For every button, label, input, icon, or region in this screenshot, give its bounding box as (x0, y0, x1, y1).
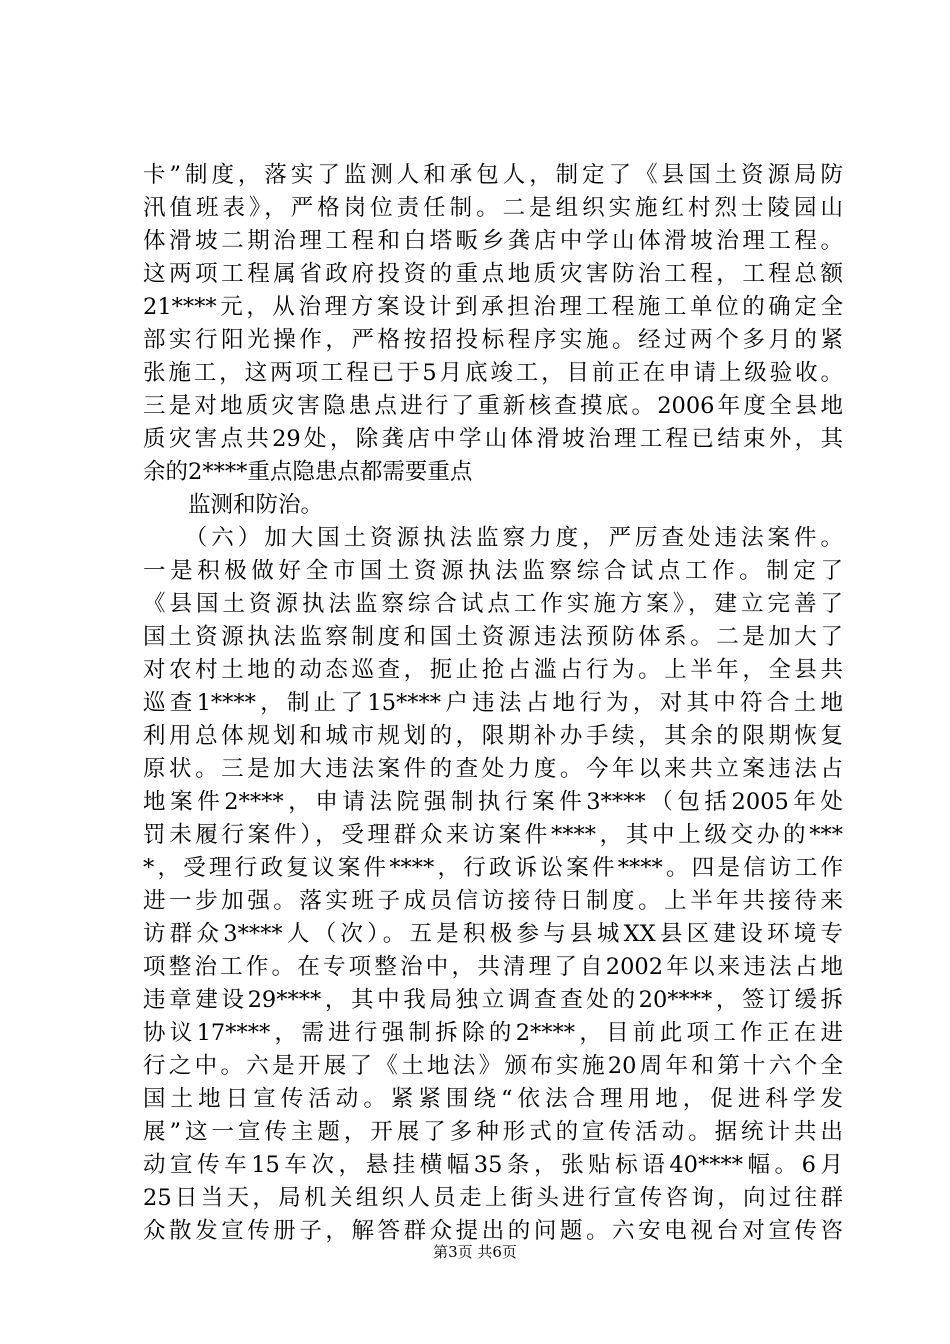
text-line: 进一步加强。落实班子成员信访接待日制度。上半年共接待来 (143, 888, 843, 914)
text-line: 对农村土地的动态巡查，扼止抢占滥占行为。上半年，全县共 (143, 657, 843, 683)
text-line: 地案件2****，申请法院强制执行案件3****（包括2005年处 (143, 789, 843, 815)
text-line: 一是积极做好全市国土资源执法监察综合试点工作。制定了 (143, 558, 843, 584)
text-line: 展”这一宣传主题，开展了多种形式的宣传活动。据统计共出 (143, 1119, 843, 1145)
text-line: 国土地日宣传活动。紧紧围绕“依法合理用地，促进科学发 (143, 1086, 843, 1112)
text-line: 利用总体规划和城市规划的，限期补办手续，其余的限期恢复 (143, 723, 843, 749)
text-line: 体滑坡二期治理工程和白塔畈乡龚店中学山体滑坡治理工程。 (143, 228, 843, 254)
text-line: 国土资源执法监察制度和国土资源违法预防体系。二是加大了 (143, 624, 843, 650)
text-line: 质灾害点共29处，除龚店中学山体滑坡治理工程已结束外，其 (143, 426, 843, 452)
text-line: 罚未履行案件），受理群众来访案件****，其中上级交办的*** (143, 822, 843, 848)
text-line: （六）加大国土资源执法监察力度，严厉查处违法案件。 (143, 525, 843, 551)
text-line: 三是对地质灾害隐患点进行了重新核查摸底。2006年度全县地 (143, 393, 843, 419)
text-line: 违章建设29****，其中我局独立调查查处的20****，签订缓拆 (143, 987, 843, 1013)
text-line: *，受理行政复议案件****，行政诉讼案件****。四是信访工作 (143, 855, 843, 881)
page-footer: 第3页 共6页 (433, 1243, 517, 1261)
text-line: 原状。三是加大违法案件的查处力度。今年以来共立案违法占 (143, 756, 843, 782)
text-line: 监测和防治。 (143, 492, 324, 518)
text-line: 张施工，这两项工程已于5月底竣工，目前正在申请上级验收。 (143, 360, 843, 386)
text-line: 部实行阳光操作，严格按招投标程序实施。经过两个多月的紧 (143, 327, 843, 353)
text-line: 协议17****，需进行强制拆除的2****，目前此项工作正在进 (143, 1020, 843, 1046)
text-line: 25日当天，局机关组织人员走上街头进行宣传咨询，向过往群 (143, 1185, 843, 1211)
text-line: 访群众3****人（次）。五是积极参与县城XX县区建设环境专 (143, 921, 843, 947)
text-line: 行之中。六是开展了《土地法》颁布实施20周年和第十六个全 (143, 1053, 843, 1079)
text-line: 汛值班表》，严格岗位责任制。二是组织实施红村烈士陵园山 (143, 195, 843, 221)
text-line: 余的2****重点隐患点都需要重点 (143, 459, 473, 485)
text-line: 众散发宣传册子，解答群众提出的问题。六安电视台对宣传咨 (143, 1218, 843, 1244)
text-line: 动宣传车15车次，悬挂横幅35条，张贴标语40****幅。6月 (143, 1152, 843, 1178)
text-line: 巡查1****，制止了15****户违法占地行为，对其中符合土地 (143, 690, 843, 716)
text-line: 项整治工作。在专项整治中，共清理了自2002年以来违法占地 (143, 954, 843, 980)
text-line: 21****元，从治理方案设计到承担治理工程施工单位的确定全 (143, 294, 843, 320)
text-line: 卡”制度，落实了监测人和承包人，制定了《县国土资源局防 (143, 162, 843, 188)
text-line: 这两项工程属省政府投资的重点地质灾害防治工程，工程总额 (143, 261, 843, 287)
text-line: 《县国土资源执法监察综合试点工作实施方案》，建立完善了 (143, 591, 843, 617)
